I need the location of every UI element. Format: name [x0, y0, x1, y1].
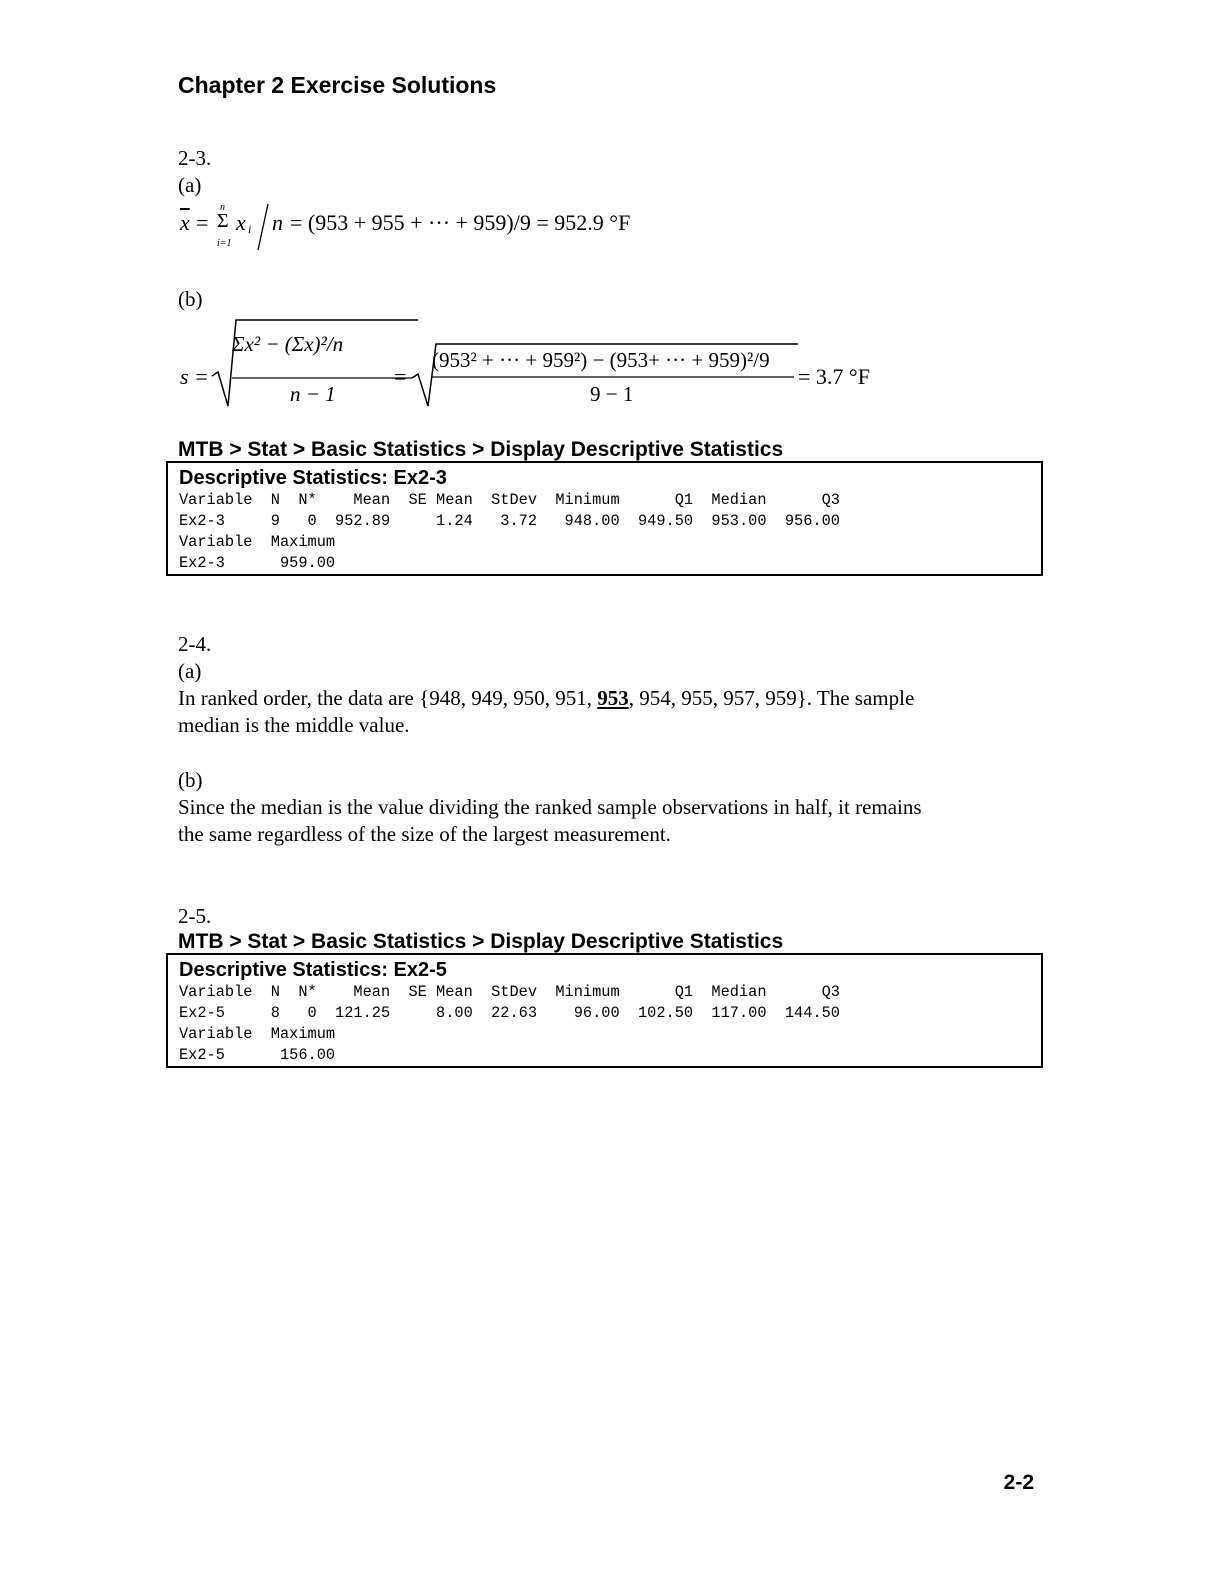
exercise-number-2-4: 2-4.: [178, 632, 212, 656]
fraction-bar-1: [232, 377, 412, 380]
part-b-label: (b): [178, 287, 203, 311]
page-number: 2-2: [1003, 1471, 1034, 1494]
output-title: Descriptive Statistics: Ex2-3: [179, 467, 447, 489]
median-value: 953: [597, 686, 629, 710]
sum-upper-limit: n: [220, 202, 225, 213]
page-title: Chapter 2 Exercise Solutions: [178, 72, 497, 98]
median-explanation: [178, 794, 1038, 848]
ranked-order-text: [178, 685, 1038, 739]
output-line: Variable Maximum: [179, 1025, 336, 1043]
stdev-numerator-values: (953² + ··· + 959²) − (953+ ··· + 959)²/9: [432, 348, 770, 372]
stdev-denominator-symbolic: n − 1: [290, 382, 336, 406]
output-line: Variable Maximum: [179, 533, 336, 551]
sigma-icon: Σ: [217, 210, 229, 232]
output-line: Ex2-5 156.00: [179, 1046, 336, 1064]
explanation-line1: Since the median is the value dividing the ranked sample observations in half, it remains: [178, 795, 922, 819]
s-lhs: s =: [180, 364, 209, 389]
equals-sign: =: [196, 210, 209, 235]
output-line: Ex2-5 8 0 121.25 8.00 22.63 96.00 102.50 117.00 144.50: [179, 1004, 840, 1022]
mean-equation: [180, 200, 650, 260]
stdev-denominator-values: 9 − 1: [590, 382, 634, 406]
menu-path-2-3: MTB > Stat > Basic Statistics > Display Descriptive Statistics: [178, 438, 784, 461]
output-line: Variable N N* Mean SE Mean StDev Minimum Q1 Median Q3: [179, 491, 840, 509]
part-b-label: (b): [178, 768, 203, 792]
exercise-number-2-3: 2-3.: [178, 146, 212, 170]
equals-sign: =: [394, 364, 407, 389]
part-a-label: (a): [178, 173, 202, 197]
ranked-data-prefix: In ranked order, the data are {948, 949, 950, 951,: [178, 686, 598, 710]
mean-result: = (953 + 955 + ··· + 959)/9 = 952.9 °F: [290, 210, 631, 235]
output-line: Ex2-3 959.00: [179, 554, 336, 572]
x-symbol: x: [236, 210, 246, 235]
stdev-equation: [180, 312, 900, 412]
minitab-output-2-3: [166, 461, 1043, 576]
sum-lower-limit: i=1: [217, 238, 232, 249]
slash-divider: [256, 202, 270, 252]
menu-path-2-5: MTB > Stat > Basic Statistics > Display Descriptive Statistics: [178, 930, 784, 953]
subscript-i: i: [248, 222, 252, 236]
fraction-bar-2: [432, 376, 794, 379]
ranked-data-suffix: , 954, 955, 957, 959}. The sample: [628, 686, 915, 710]
xbar-symbol: $\overline{x}$: [180, 210, 190, 235]
output-title: Descriptive Statistics: Ex2-5: [179, 959, 447, 981]
exercise-number-2-5: 2-5.: [178, 904, 212, 928]
part-a-label: (a): [178, 659, 202, 683]
n-symbol: n: [272, 210, 283, 235]
minitab-output-2-5: [166, 953, 1043, 1068]
ranked-text-line2: median is the middle value.: [178, 713, 410, 737]
output-line: Variable N N* Mean SE Mean StDev Minimum Q1 Median Q3: [179, 983, 840, 1001]
stdev-numerator-symbolic: Σx² − (Σx)²/n: [232, 332, 344, 356]
stdev-result: = 3.7 °F: [798, 364, 870, 389]
output-line: Ex2-3 9 0 952.89 1.24 3.72 948.00 949.50 953.00 956.00: [179, 512, 840, 530]
explanation-line2: the same regardless of the size of the largest measurement.: [178, 822, 671, 846]
